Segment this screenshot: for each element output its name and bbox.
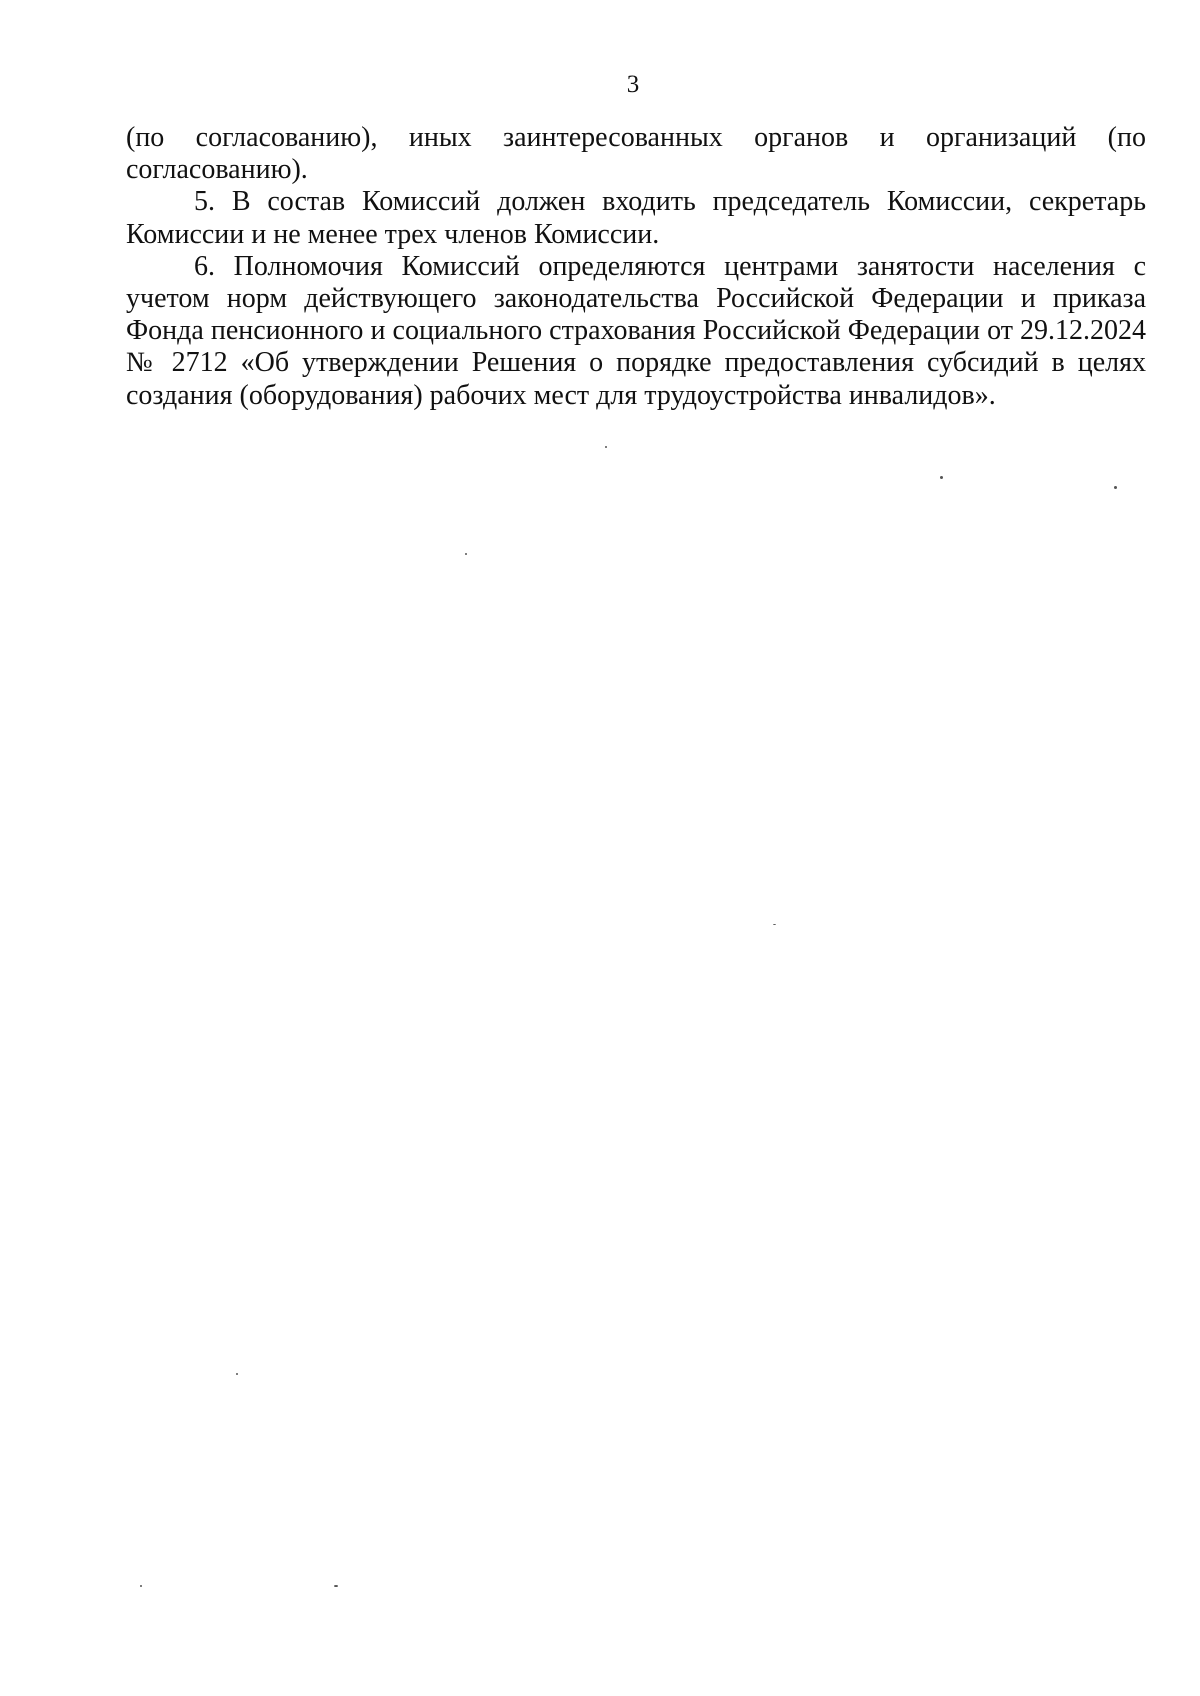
scan-speck xyxy=(940,476,943,479)
scan-speck xyxy=(334,1585,338,1587)
scan-speck xyxy=(773,924,776,925)
scan-speck xyxy=(605,446,607,448)
page-number: 3 xyxy=(626,71,640,98)
scan-speck xyxy=(140,1585,142,1587)
paragraph-6: 6. Полномочия Комиссий определяются центрами занятости населения с учетом норм действующего законодательства Российской Федерации и приказа Фонда пенсионного и социального страхования Российской Федерации от 29.12.2024 № 2712 «Об утверждении Решения о порядке предоставления субсидий в целях создания (оборудования) рабочих мест для трудоустройства инвалидов». xyxy=(126,250,1146,411)
scan-speck xyxy=(236,1373,238,1375)
paragraph-5: 5. В состав Комиссий должен входить председатель Комиссии, секретарь Комиссии и не менее трех членов Комиссии. xyxy=(126,186,1146,250)
document-body xyxy=(126,122,1146,412)
scan-speck xyxy=(465,553,467,555)
paragraph-continuation: (по согласованию), иных заинтересованных органов и организаций (по согласованию). xyxy=(126,122,1146,186)
scan-speck xyxy=(1114,486,1117,489)
